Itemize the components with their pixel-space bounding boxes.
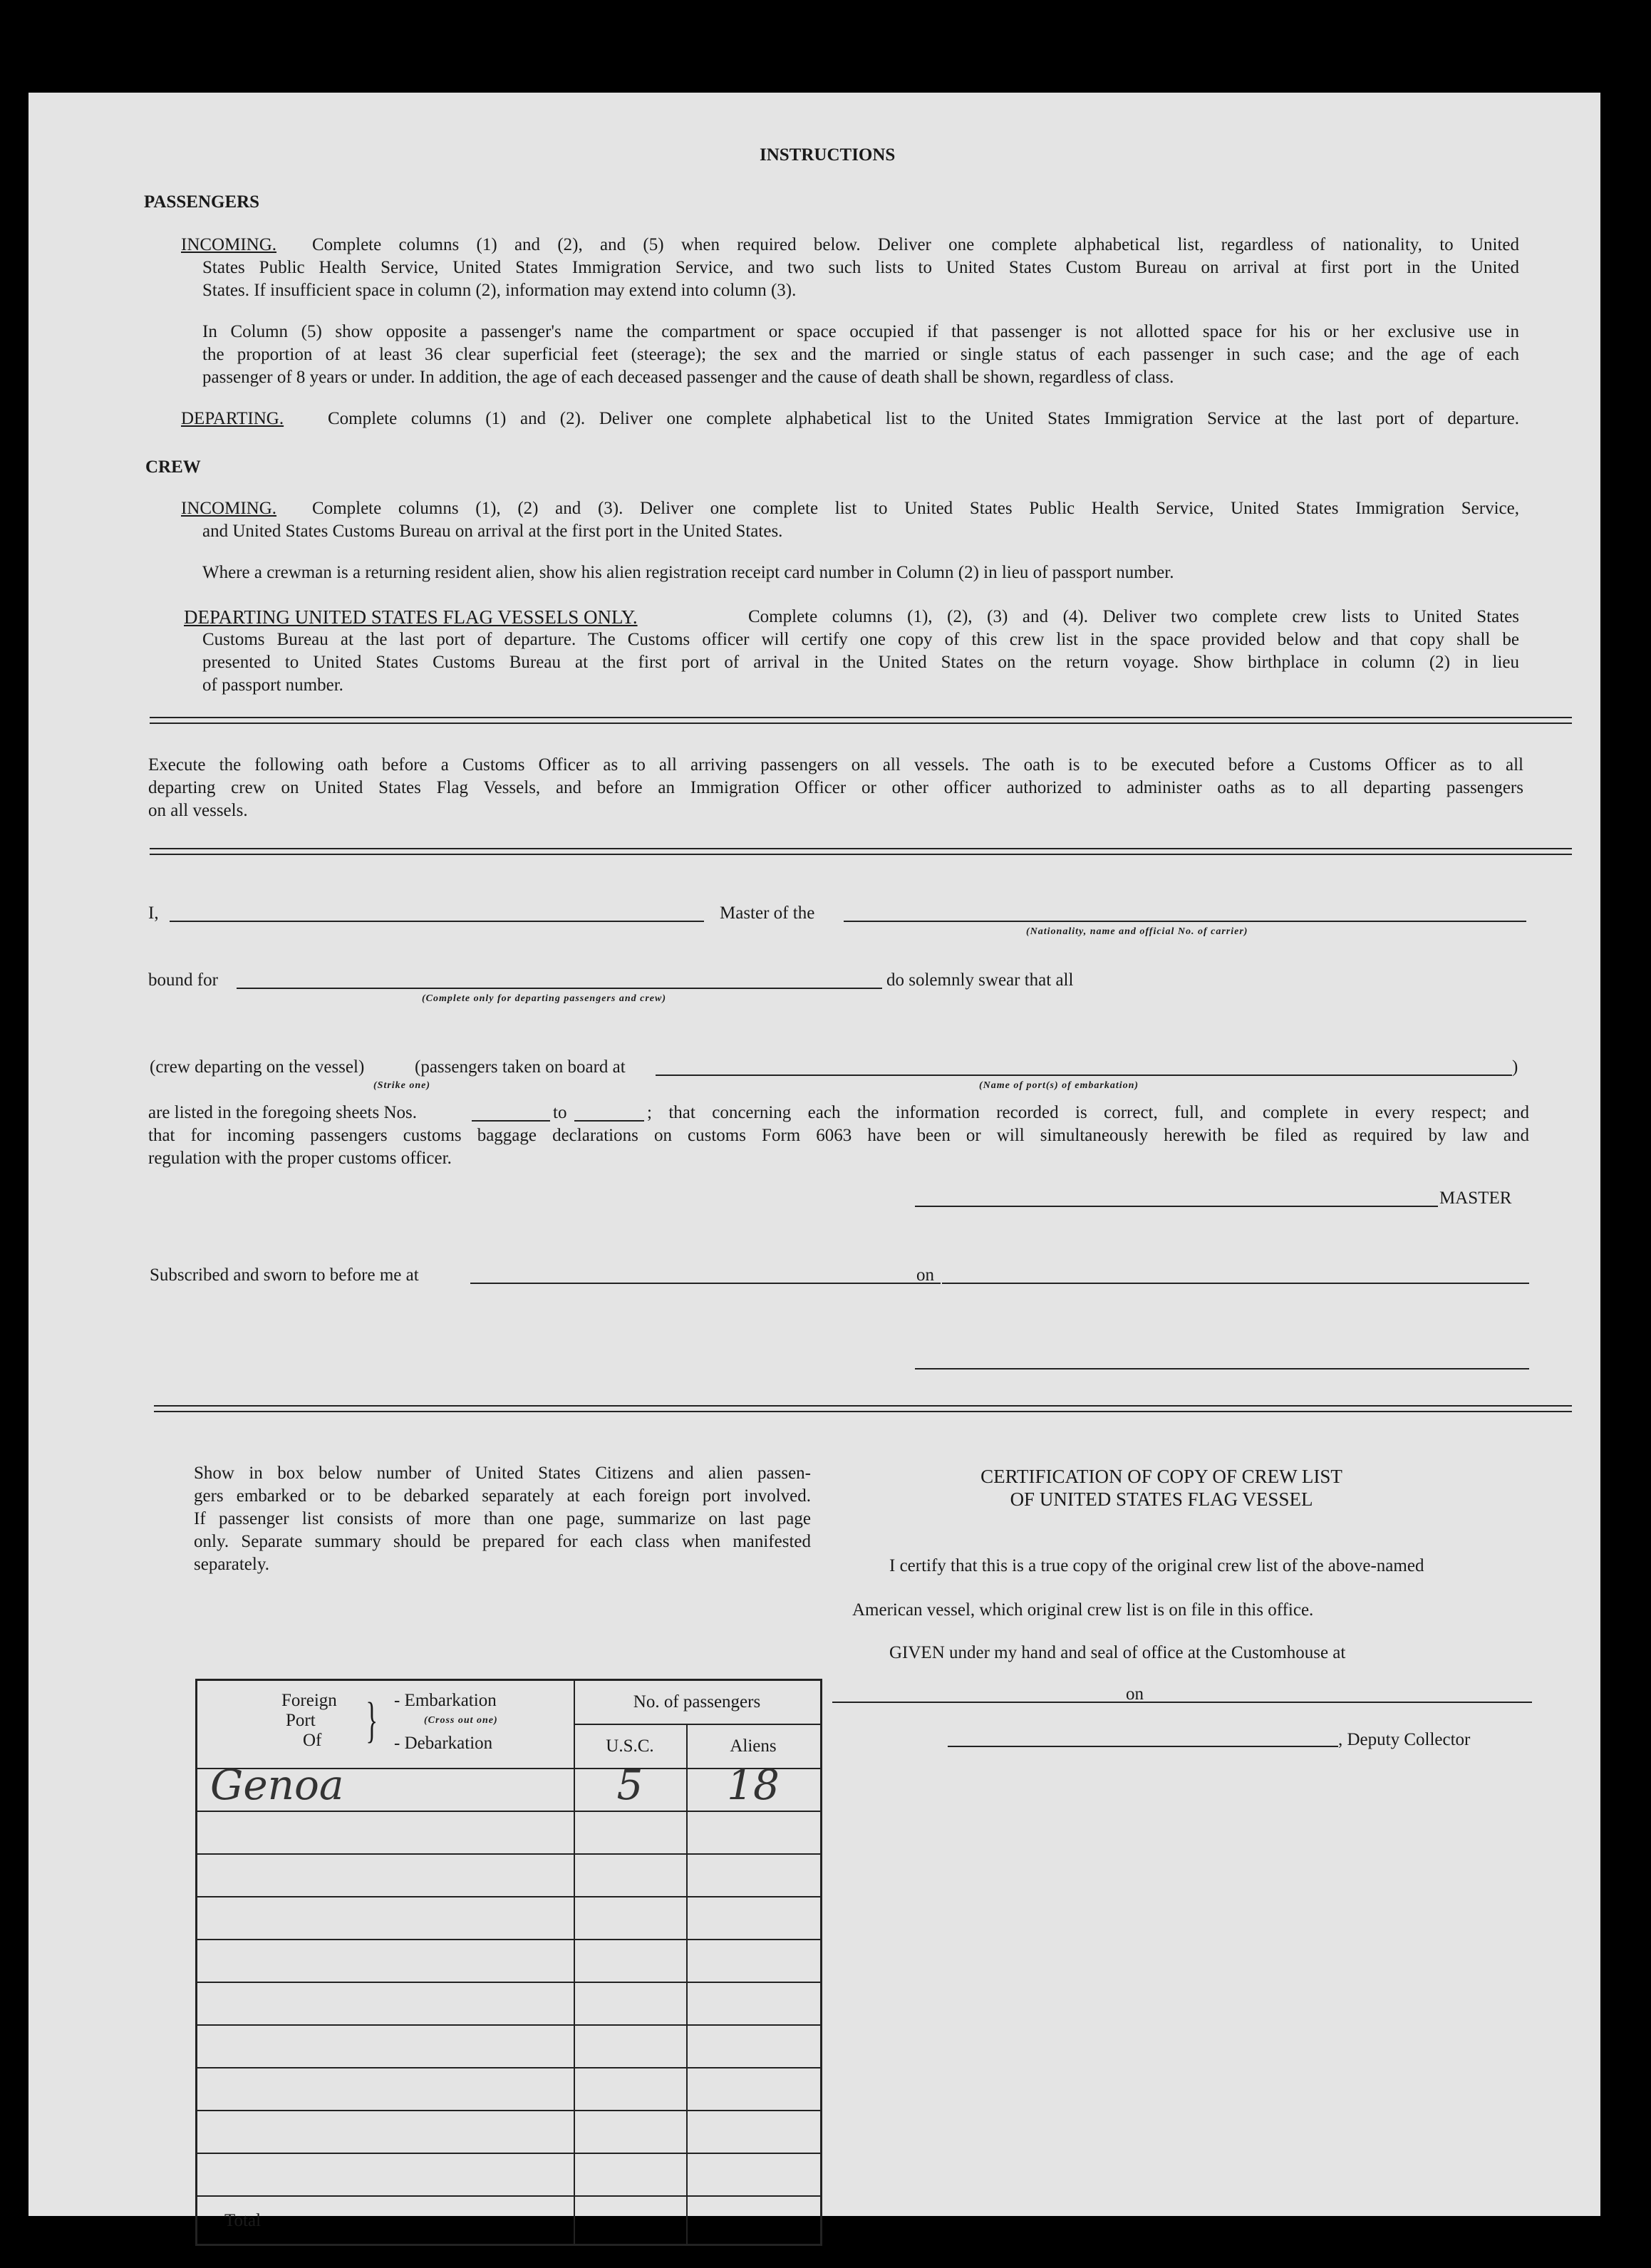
embarkation-label: - Embarkation	[394, 1691, 497, 1710]
crew-incoming-line1: Complete columns (1), (2) and (3). Deliver one complete list to United States Public Health Service, United States Immigration Service,	[312, 499, 1519, 518]
total-label: Total	[224, 2211, 262, 2230]
debarkation-label: - Debarkation	[394, 1734, 493, 1753]
passengers-departing-text: Complete columns (1) and (2). Deliver one complete alphabetical list to the United States Immigration Service at the last port of departure.	[328, 409, 1519, 428]
section-divider	[154, 1405, 1572, 1412]
master-label: MASTER	[1439, 1189, 1512, 1208]
oath-line3: regulation with the proper customs officer.	[148, 1149, 452, 1168]
table-divider	[197, 2153, 820, 2154]
certification-title-line2: OF UNITED STATES FLAG VESSEL	[1010, 1488, 1313, 1510]
bracket-glyph: }	[366, 1693, 378, 1748]
oath-instructions-line3: on all vessels.	[148, 801, 248, 820]
solemnly-swear-text: do solemnly swear that all	[886, 970, 1074, 990]
form-sheet	[29, 93, 1600, 2230]
deputy-collector-label: , Deputy Collector	[1338, 1730, 1471, 1749]
passengers-taken-option: (passengers taken on board at	[415, 1057, 626, 1077]
section-divider	[150, 848, 1572, 855]
section-divider	[150, 717, 1572, 724]
oath-instructions-line2: departing crew on United States Flag Vessels, and before an Immigration Officer or other officer authorized to administer oaths as to all departing passengers	[148, 778, 1523, 797]
table-divider	[197, 1811, 820, 1812]
table-divider	[197, 2195, 820, 2197]
subscribed-label: Subscribed and sworn to before me at	[150, 1265, 419, 1285]
officer-signature-field[interactable]	[915, 1368, 1529, 1369]
port-cell-handwritten: Genoa	[210, 1761, 344, 1809]
table-divider	[197, 1853, 820, 1855]
table-divider	[197, 2024, 820, 2026]
carrier-field[interactable]	[844, 921, 1526, 922]
column5-line2: the proportion of at least 36 clear superficial feet (steerage); the sex and the married or single status of each passenger in such case; and the age of each	[202, 345, 1519, 364]
strike-one-note: (Strike one)	[373, 1080, 431, 1091]
sheets-to-label: to	[553, 1103, 567, 1122]
oath-line2: that for incoming passengers customs baggage declarations on customs Form 6063 have been or will simultaneously herewith be filed as required by law and	[148, 1126, 1529, 1145]
certification-on-label: on	[1126, 1684, 1144, 1704]
crew-departing-label: DEPARTING UNITED STATES FLAG VESSELS ONLY.	[184, 606, 638, 628]
oath-i-label: I,	[148, 903, 159, 923]
crew-departing-line4: of passport number.	[202, 675, 343, 695]
certification-line3: GIVEN under my hand and seal of office at the Customhouse at	[889, 1643, 1346, 1662]
crew-incoming-line2: and United States Customs Bureau on arrival at the first port in the United States.	[202, 522, 783, 541]
of-label: Of	[303, 1731, 322, 1750]
summary-line2: gers embarked or to be debarked separately at each foreign port involved.	[194, 1486, 811, 1506]
summary-line4: only. Separate summary should be prepared for each class when manifested	[194, 1532, 811, 1551]
usc-cell-handwritten: 5	[616, 1761, 643, 1809]
table-divider	[197, 2067, 820, 2068]
bound-for-field[interactable]	[237, 988, 882, 989]
summary-line1: Show in box below number of United States Citizens and alien passen-	[194, 1464, 811, 1483]
certification-title-line1: CERTIFICATION OF COPY OF CREW LIST	[980, 1466, 1342, 1487]
sheets-listed-text: are listed in the foregoing sheets Nos.	[148, 1103, 417, 1122]
sheet-to-field[interactable]	[574, 1120, 644, 1122]
foreign-label: Foreign	[281, 1691, 337, 1710]
table-divider	[197, 2110, 820, 2111]
no-passengers-header: No. of passengers	[633, 1692, 761, 1712]
usc-header: U.S.C.	[606, 1736, 654, 1756]
customhouse-field[interactable]	[832, 1702, 1154, 1703]
port-label: Port	[286, 1711, 316, 1730]
instructions-title: INSTRUCTIONS	[760, 145, 896, 165]
master-of-label: Master of the	[720, 903, 815, 923]
summary-line5: separately.	[194, 1555, 269, 1574]
complete-only-note: (Complete only for departing passengers and crew)	[422, 993, 666, 1004]
crew-heading: CREW	[145, 457, 201, 477]
ports-note: (Name of port(s) of embarkation)	[979, 1080, 1139, 1091]
crew-departing-option: (crew departing on the vessel)	[150, 1057, 365, 1077]
sworn-on-label: on	[916, 1265, 934, 1285]
passengers-heading: PASSENGERS	[144, 192, 260, 212]
bound-for-label: bound for	[148, 970, 218, 990]
sworn-place-field[interactable]	[470, 1283, 941, 1284]
column5-line1: In Column (5) show opposite a passenger's name the compartment or space occupied if that passenger is not allotted space for his or her exclusive use in	[202, 322, 1519, 341]
oath-instructions-line1: Execute the following oath before a Customs Officer as to all arriving passengers on all vessels. The oath is to be executed before a Customs Officer as to all	[148, 755, 1523, 775]
master-name-field[interactable]	[170, 921, 704, 922]
crew-departing-line2: Customs Bureau at the last port of departure. The Customs officer will certify one copy of this crew list in the space provided below and that copy shall be	[202, 630, 1519, 649]
table-divider	[574, 1724, 820, 1725]
close-paren: )	[1512, 1057, 1518, 1077]
master-signature-field[interactable]	[915, 1206, 1438, 1207]
table-divider	[197, 1896, 820, 1897]
certification-line2: American vessel, which original crew list is on file in this office.	[852, 1600, 1314, 1620]
summary-line3: If passenger list consists of more than one page, summarize on last page	[194, 1509, 811, 1528]
sheet-from-field[interactable]	[472, 1120, 550, 1122]
returning-alien-note: Where a crewman is a returning resident alien, show his alien registration receipt card number in Column (2) in lieu of passport number.	[202, 563, 1174, 582]
table-divider	[197, 1982, 820, 1983]
passengers-incoming-label: INCOMING.	[181, 235, 277, 254]
passengers-incoming-line3: States. If insufficient space in column (2), information may extend into column (3).	[202, 281, 797, 300]
table-divider	[197, 1939, 820, 1940]
nationality-note: (Nationality, name and official No. of carrier)	[1026, 926, 1248, 937]
aliens-cell-handwritten: 18	[727, 1761, 780, 1809]
column5-line3: passenger of 8 years or under. In addition, the age of each deceased passenger and the cause of death shall be shown, regardless of class.	[202, 368, 1174, 387]
passengers-incoming-line1: Complete columns (1) and (2), and (5) when required below. Deliver one complete alphabetical list, regardless of nationality, to United	[312, 235, 1519, 254]
certification-line1: I certify that this is a true copy of the original crew list of the above-named	[889, 1556, 1424, 1575]
crew-departing-line1: Complete columns (1), (2), (3) and (4). Deliver two complete crew lists to United States	[748, 607, 1519, 626]
embarkation-ports-field[interactable]	[656, 1075, 1512, 1076]
deputy-signature-field[interactable]	[948, 1746, 1338, 1747]
crew-incoming-label: INCOMING.	[181, 499, 277, 518]
oath-correctness-text: ; that concerning each the information recorded is correct, full, and complete in every respect; and	[647, 1103, 1529, 1122]
certification-date-field[interactable]	[1150, 1702, 1532, 1703]
passengers-departing-label: DEPARTING.	[181, 409, 284, 428]
sworn-date-field[interactable]	[942, 1283, 1529, 1284]
passengers-incoming-line2: States Public Health Service, United States Immigration Service, and two such lists to United States Custom Bureau on arrival at first port in the United	[202, 258, 1519, 277]
aliens-header: Aliens	[730, 1736, 777, 1756]
passenger-summary-table	[195, 1679, 822, 2246]
crew-departing-line3: presented to United States Customs Bureau at the first port of arrival in the United States on the return voyage. Show birthplace in column (2) in lieu	[202, 653, 1519, 672]
cross-out-note: (Cross out one)	[424, 1715, 498, 1726]
